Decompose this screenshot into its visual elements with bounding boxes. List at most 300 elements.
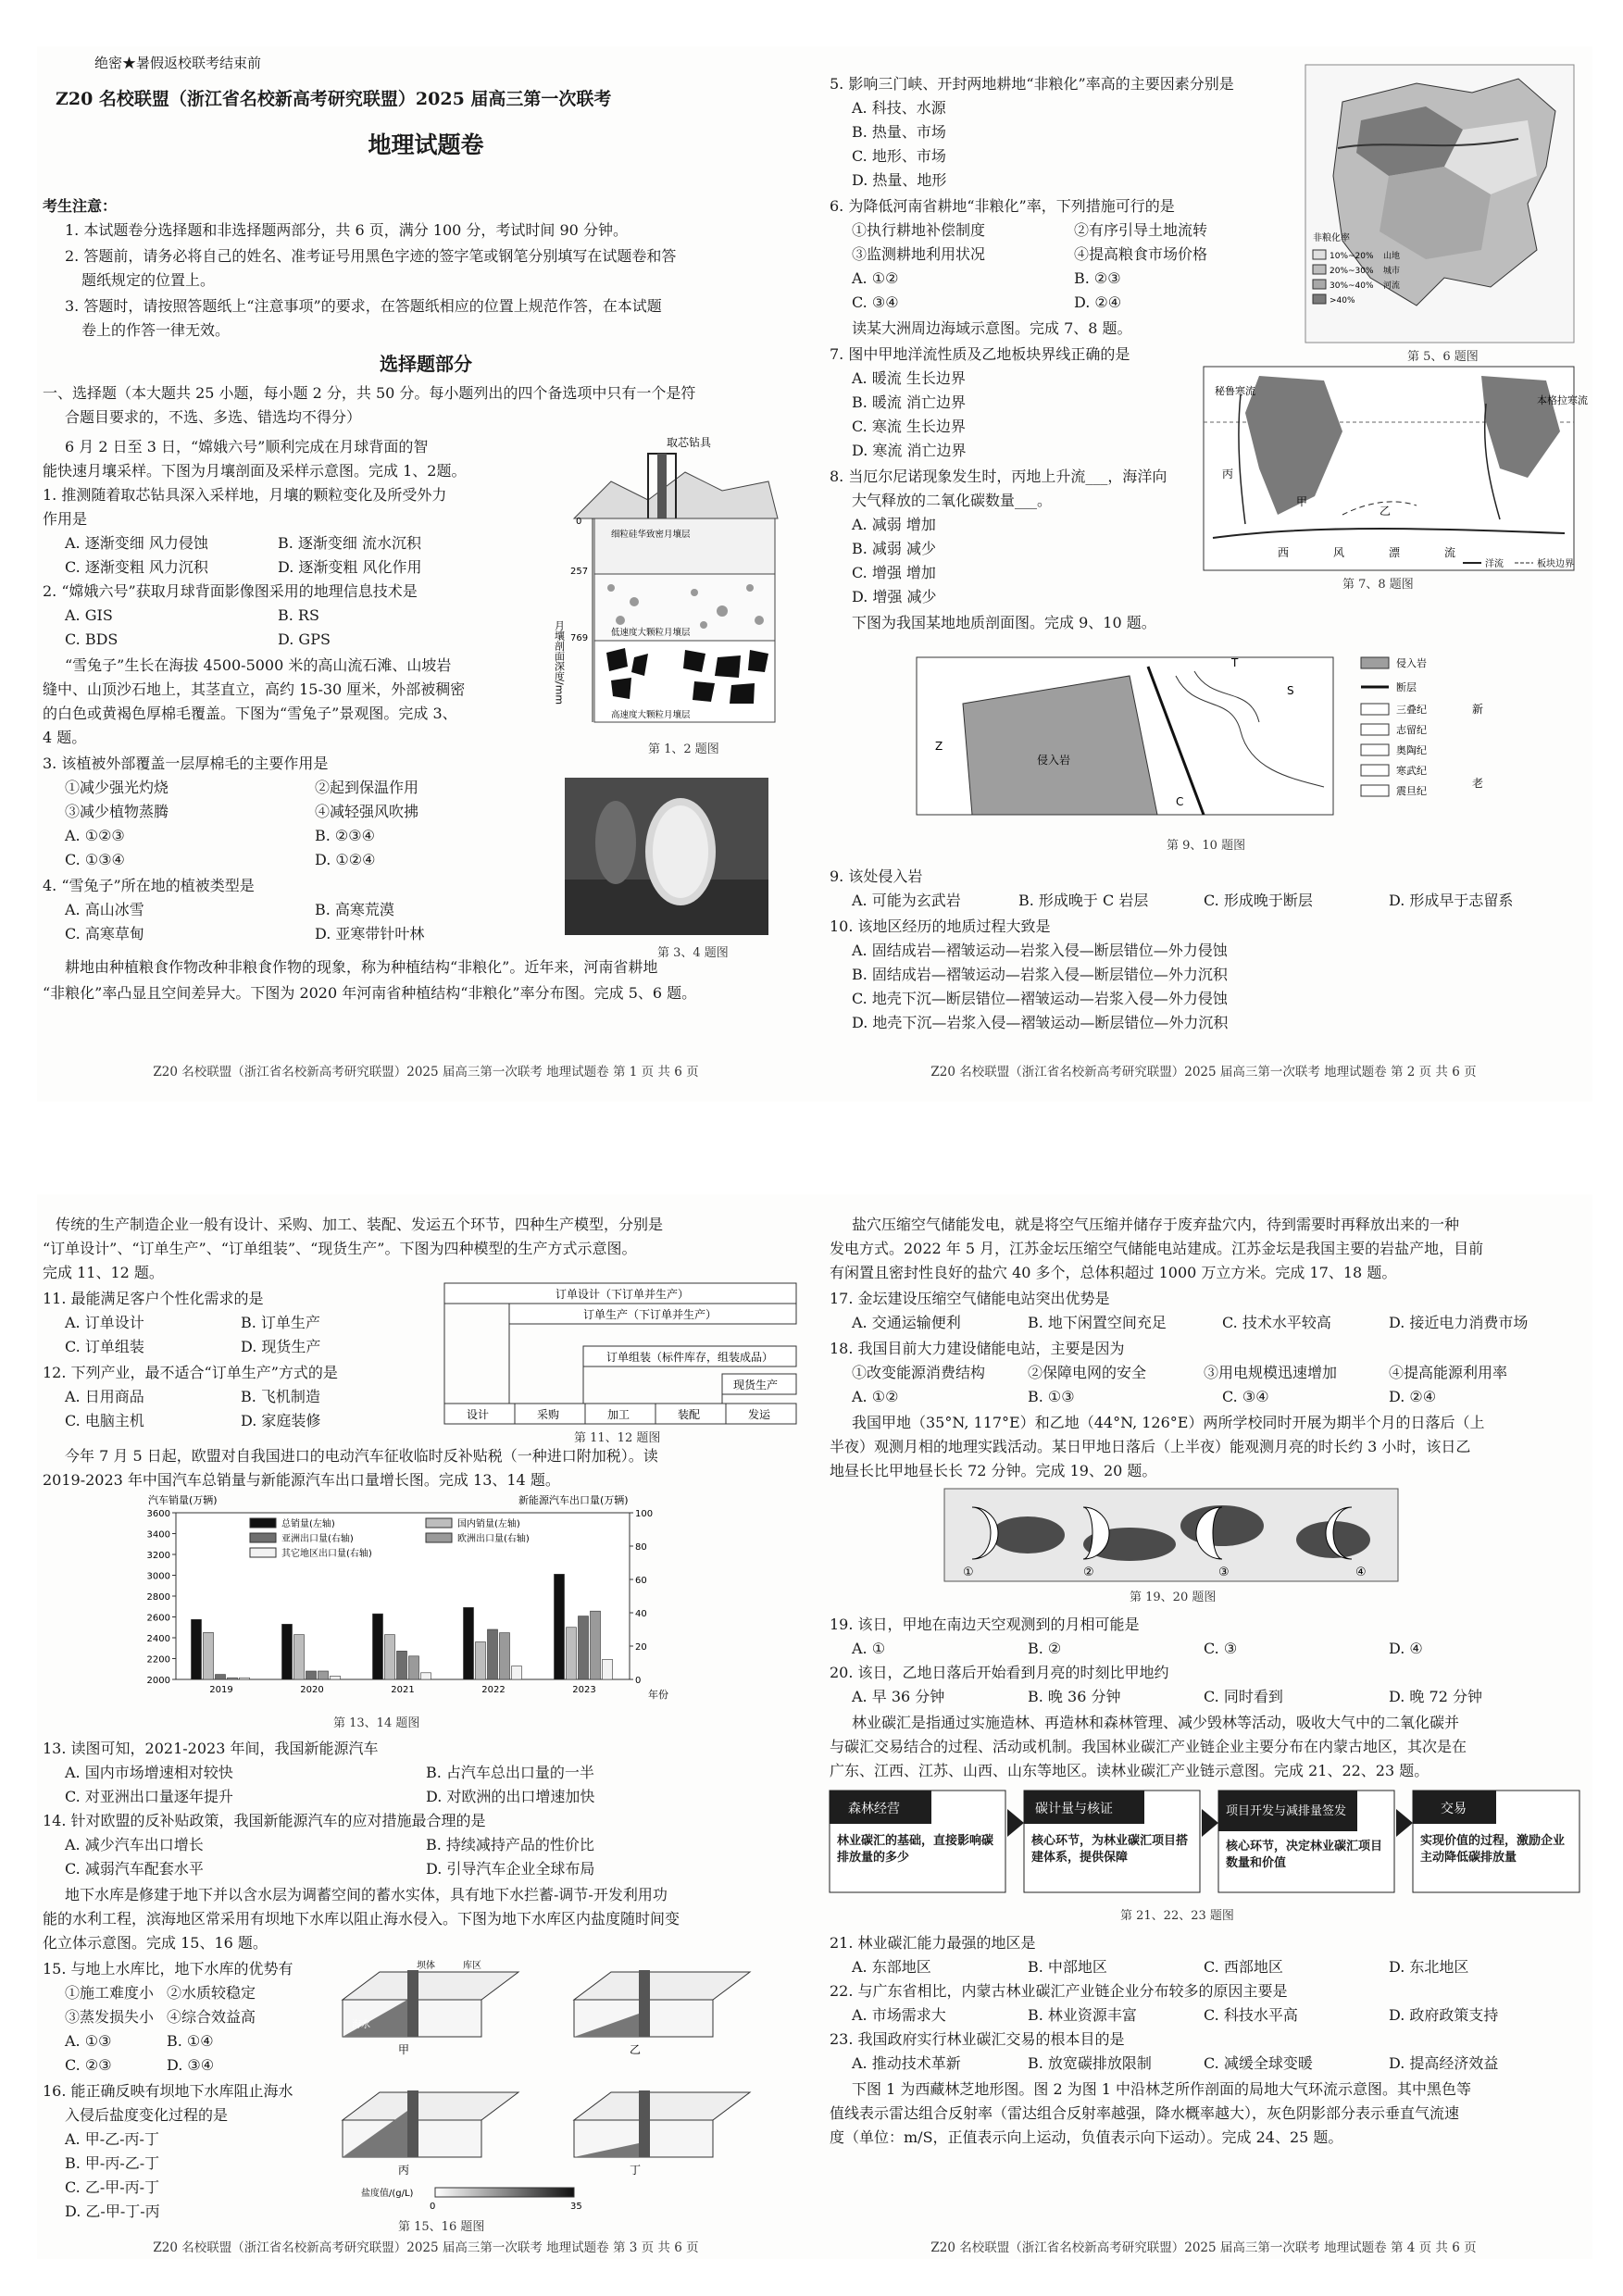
chain-title: 项目开发与减排量签发: [1226, 1804, 1347, 1818]
y-tick-label: 3400: [146, 1529, 170, 1541]
option: D. 亚寒带针叶林: [315, 925, 425, 942]
option: B. 暖流 消亡边界: [852, 393, 967, 411]
option: D. ④: [1389, 1640, 1423, 1657]
note-line: 题纸规定的位置上。: [81, 271, 216, 289]
legend-swatch: [250, 1548, 276, 1557]
chain-arrow-icon: [1396, 1809, 1413, 1837]
block-name: 丁: [630, 2164, 642, 2177]
legend-swatch: [1361, 724, 1389, 735]
caption-9-10: 第 9、10 题图: [1167, 839, 1246, 853]
option: C. 同时看到: [1204, 1688, 1283, 1705]
stem-line: 4 题。: [43, 729, 87, 746]
snow-rabbit-photo: [565, 778, 768, 935]
option: A. 逐渐变细 风力侵蚀: [65, 534, 208, 552]
stem-line: 林业碳汇是指通过实施造林、再造林和森林管理、减少毁林等活动，吸收大气中的二氧化碳并: [852, 1714, 1460, 1731]
exam-subtitle: 地理试题卷: [368, 131, 484, 158]
option: B. ②③: [1074, 269, 1121, 287]
option: ④提高粮食市场价格: [1074, 245, 1208, 263]
drill-label: 取芯钻具: [667, 436, 712, 449]
y2-tick-label: 80: [635, 1542, 647, 1553]
question-7: 7. 图中甲地洋流性质及乙地板块界线正确的是: [830, 345, 1130, 363]
legend-swatch: [1361, 657, 1389, 668]
bar: [500, 1633, 510, 1679]
option: ②有序引导土地流转: [1074, 221, 1208, 239]
bar: [318, 1671, 329, 1679]
option: C. 乙-甲-丙-丁: [65, 2178, 160, 2196]
option: A. 甲-乙-丙-丁: [65, 2130, 159, 2148]
ocean-label: 风: [1333, 546, 1345, 559]
block-name: 丙: [398, 2164, 410, 2177]
chain-arrow-icon: [1202, 1809, 1218, 1837]
option: A. 东部地区: [852, 1958, 931, 1976]
option: D. 热量、地形: [852, 171, 947, 189]
y-tick-label: 3600: [146, 1509, 170, 1519]
option: D. 地壳下沉—岩浆入侵—褶皱运动—断层错位—外力沉积: [852, 1014, 1229, 1031]
bar: [567, 1628, 577, 1679]
caption-15-16: 第 15、16 题图: [398, 2220, 485, 2234]
bar: [216, 1675, 226, 1679]
stem-line: 2019-2023 年中国汽车总销量与新能源汽车出口量增长图。完成 13、14 题。: [43, 1471, 560, 1489]
step-label: 装配: [678, 1408, 701, 1421]
bar: [192, 1619, 202, 1679]
option: B. 订单生产: [241, 1314, 320, 1331]
option: D. 寒流 消亡边界: [852, 442, 967, 459]
option: D. 现货生产: [241, 1338, 321, 1355]
legend-label: 奥陶纪: [1396, 744, 1427, 756]
question-13: 13. 读图可知，2021-2023 年间，我国新能源汽车: [43, 1740, 379, 1757]
option: B. ②: [1028, 1640, 1062, 1657]
row-label: 订单生产（下订单并生产）: [583, 1308, 718, 1321]
exam-title: Z20 名校联盟（浙江省名校新高考研究联盟）2025 届高三第一次联考: [56, 89, 612, 109]
option: D. 增强 减少: [852, 588, 937, 605]
tick-label: 0: [576, 517, 582, 527]
reservoir-block-jia: [343, 1959, 518, 2056]
y2-tick-label: 60: [635, 1576, 647, 1586]
bar: [464, 1607, 474, 1679]
stem-line: 度（单位：m/S，正值表示向上运动，负值表示向下运动）。完成 24、25 题。: [830, 2128, 1343, 2146]
bar: [294, 1635, 305, 1679]
option: B. 逐渐变细 流水沉积: [278, 534, 422, 552]
rock-code: C: [1176, 795, 1184, 808]
step-label: 发运: [748, 1408, 771, 1421]
ocean-label: 流: [1444, 546, 1456, 559]
legend-label: 30%~40%: [1330, 281, 1374, 291]
legend-swatch: [1361, 765, 1389, 776]
caption-7-8: 第 7、8 题图: [1342, 578, 1414, 592]
legend-label: 震旦纪: [1396, 785, 1427, 797]
option: C. 减缓全球变暖: [1204, 2054, 1313, 2072]
option: C. 地壳下沉—断层错位—褶皱运动—岩浆入侵—外力侵蚀: [852, 990, 1228, 1007]
intrusion-label: 侵入岩: [1037, 754, 1071, 767]
ocean-label: 本格拉寒流: [1537, 394, 1588, 406]
y-tick-label: 2200: [146, 1654, 170, 1666]
caption-21-23: 第 21、22、23 题图: [1120, 1909, 1234, 1923]
option: C. 减弱汽车配套水平: [65, 1860, 204, 1878]
option: ②保障电网的安全: [1028, 1364, 1147, 1381]
rock-code: T: [1231, 656, 1239, 669]
bar: [331, 1676, 341, 1679]
stem-line: 有闲置且密封性良好的盐穴 40 多个，总体积超过 1000 万立方米。完成 17、18 题。: [830, 1264, 1397, 1281]
option: A. ①②③: [65, 827, 125, 844]
y-tick-label: 2000: [146, 1676, 170, 1686]
legend-label: 城市: [1383, 267, 1401, 276]
caption-19-20: 第 19、20 题图: [1130, 1591, 1217, 1604]
plant-left: [595, 801, 636, 884]
reservoir-block-bing: [343, 2090, 518, 2177]
legend-label: 欧洲出口量(右轴): [457, 1534, 530, 1544]
option: D. 引导汽车企业全球布局: [426, 1860, 595, 1878]
legend-label: 亚洲出口量(右轴): [281, 1534, 354, 1544]
sea-label: 海水: [352, 2020, 370, 2030]
question-1: 1. 推测随着取芯钻具深入采样地，月壤的颗粒变化及所受外力: [43, 486, 447, 504]
bar: [488, 1629, 498, 1679]
phase-mark: ④: [1355, 1566, 1367, 1579]
stem-line: 化立体示意图。完成 15、16 题。: [43, 1934, 268, 1952]
option: C. BDS: [65, 630, 119, 648]
chain-title: 交易: [1441, 1802, 1467, 1816]
option: A. 高山冰雪: [65, 901, 144, 918]
option: A. ①: [852, 1640, 886, 1657]
legend-label: >40%: [1330, 296, 1355, 306]
tick-label: 257: [570, 567, 589, 577]
option: ③减少植物蒸腾: [65, 803, 169, 820]
legend-label: 洋流: [1485, 559, 1504, 569]
reservoir-block-ding: [574, 2090, 750, 2177]
option: A. 可能为玄武岩: [852, 892, 961, 909]
option: ②水质较稳定: [167, 1984, 256, 2002]
chain-title: 碳计量与核证: [1035, 1802, 1113, 1816]
legend-label: 三叠纪: [1396, 704, 1427, 716]
caption-1-2: 第 1、2 题图: [648, 742, 719, 756]
layer-label: 细粒硅华致密月壤层: [611, 530, 691, 540]
x-tick-label: 2022: [481, 1685, 506, 1695]
question-8: 8. 当厄尔尼诺现象发生时，丙地上升流___，海洋向: [830, 468, 1167, 485]
stem-line: 缝中、山顶沙石地上，其茎直立，高约 15-30 厘米，外部被稠密: [43, 680, 466, 698]
bar: [591, 1611, 601, 1679]
question-21: 21. 林业碳汇能力最强的地区是: [830, 1934, 1036, 1952]
question-19: 19. 该日，甲地在南边天空观测到的月相可能是: [830, 1616, 1140, 1633]
note-line: 卷上的作答一律无效。: [81, 321, 231, 339]
stem-line: 盐穴压缩空气储能发电，就是将空气压缩并储存于废弃盐穴内，待到需要时再释放出来的一种: [852, 1216, 1460, 1233]
option: B. 中部地区: [1028, 1958, 1107, 1976]
ocean-label: 秘鲁寒流: [1215, 385, 1255, 397]
question-10: 10. 该地区经历的地质过程大致是: [830, 917, 1051, 935]
option: B. 地下闲置空间充足: [1028, 1314, 1167, 1331]
option: ③监测耕地利用状况: [852, 245, 986, 263]
block-name: 甲: [398, 2043, 410, 2056]
bar: [476, 1642, 486, 1680]
option: C. ②③: [65, 2056, 112, 2074]
y2-tick-label: 100: [635, 1509, 654, 1519]
era-label: 老: [1472, 777, 1484, 790]
stem-line: 6 月 2 日至 3 日，“嫦娥六号”顺利完成在月球背面的智: [65, 438, 429, 455]
option: ④综合效益高: [167, 2008, 256, 2026]
question-9: 9. 该处侵入岩: [830, 867, 923, 885]
legend-swatch: [1361, 744, 1389, 755]
y2-tick-label: 0: [635, 1676, 642, 1686]
option: ①改变能源消费结构: [852, 1364, 986, 1381]
x-tick-label: 2023: [572, 1685, 596, 1695]
option: B. 占汽车总出口量的一半: [426, 1764, 594, 1781]
option: B. 热量、市场: [852, 123, 946, 141]
option: D. 东北地区: [1389, 1958, 1469, 1976]
caption-5-6: 第 5、6 题图: [1407, 350, 1479, 364]
production-model-diagram: [444, 1283, 805, 1441]
option: A. 早 36 分钟: [852, 1688, 945, 1705]
question-6: 6. 为降低河南省耕地“非粮化”率，下列措施可行的是: [830, 197, 1175, 215]
option: C. 对亚洲出口量逐年提升: [65, 1788, 233, 1805]
option: D. ②④: [1389, 1388, 1437, 1405]
option: C. 西部地区: [1204, 1958, 1283, 1976]
rock-code: Z: [935, 740, 943, 753]
salinity-label: 盐度值/(g/L): [361, 2189, 414, 2199]
stem-line: 能快速月壤采样。下图为月壤剖面及采样示意图。完成 1、2题。: [43, 462, 467, 480]
legend-label: 20%~30%: [1330, 267, 1374, 276]
stem-line: 下图 1 为西藏林芝地形图。图 2 为图 1 中沿林芝所作剖面的局地大气环流示意图。其中黑色等: [852, 2080, 1472, 2098]
question-11: 11. 最能满足客户个性化需求的是: [43, 1290, 264, 1307]
layer-label: 低速度大颗粒月壤层: [611, 628, 691, 638]
stem-line: 我国甲地（35°N, 117°E）和乙地（44°N, 126°E）两所学校同时开展为期半个月的日落后（上: [852, 1414, 1485, 1431]
bar: [385, 1635, 395, 1679]
legend-label: 总销量(左轴): [281, 1519, 335, 1529]
option: C. ①③④: [65, 851, 125, 868]
section-title: 选择题部分: [380, 353, 472, 375]
row-label: 订单设计（下订单并生产）: [556, 1288, 690, 1301]
carbon-chain-diagram: [830, 1791, 1579, 1902]
option: D. ①②④: [315, 851, 376, 868]
option: ①执行耕地补偿制度: [852, 221, 986, 239]
option: D. 形成早于志留系: [1389, 892, 1514, 909]
caption-3-4: 第 3、4 题图: [657, 946, 729, 960]
question-16: 入侵后盐度变化过程的是: [65, 2106, 229, 2124]
question-17: 17. 金坛建设压缩空气储能电站突出优势是: [830, 1290, 1110, 1307]
phase-mark: ①: [963, 1566, 974, 1579]
option: C. 增强 增加: [852, 564, 936, 581]
legend-swatch: [1361, 704, 1389, 715]
option: D. 家庭装修: [241, 1412, 321, 1429]
stem-line: 完成 11、12 题。: [43, 1264, 164, 1281]
geology-legend: [1361, 656, 1483, 797]
henan-map: [1305, 65, 1574, 343]
car-sales-chart: [130, 1494, 722, 1707]
y2-axis-label: 新能源汽车出口量(万辆): [518, 1494, 629, 1506]
x-tick-label: 2019: [209, 1685, 233, 1695]
option: D. 乙-甲-丁-丙: [65, 2202, 160, 2220]
legend-label: 河流: [1383, 281, 1401, 291]
chain-text: 核心环节，为林业碳汇项目搭建体系，提供保障: [1031, 1834, 1189, 1865]
moon-phase-figure: [944, 1489, 1398, 1581]
question-22: 22. 与广东省相比，内蒙古林业碳汇产业链企业分布较多的原因主要是: [830, 1982, 1288, 2000]
question-18: 18. 我国目前大力建设储能电站，主要是因为: [830, 1340, 1125, 1357]
chain-text: 实现价值的过程，激励企业主动降低碳排放量: [1420, 1834, 1566, 1865]
option: ③用电规模迅速增加: [1204, 1364, 1338, 1381]
chain-text: 核心环节，决定林业碳汇项目数量和价值: [1226, 1840, 1383, 1870]
page-2: [815, 46, 1592, 1102]
bar: [579, 1616, 589, 1679]
stem-line: “订单设计”、“订单生产”、“订单组装”、“现货生产”。下图为四种模型的生产方式示意图。: [43, 1240, 637, 1257]
question-16: 16. 能正确反映有坝地下水库阻止海水: [43, 2082, 293, 2100]
question-12: 12. 下列产业，最不适合“订单生产”方式的是: [43, 1364, 338, 1381]
underground-reservoir-figure: [333, 1963, 796, 2213]
bar: [228, 1678, 238, 1679]
option: A. 固结成岩—褶皱运动—岩浆入侵—断层错位—外力侵蚀: [852, 942, 1228, 959]
stem-line: 与碳汇交易结合的过程、活动或机制。我国林业碳汇产业链企业主要分布在内蒙古地区，其次是在: [830, 1738, 1467, 1755]
bar: [603, 1659, 613, 1679]
option: B. 持续减持产品的性价比: [426, 1836, 594, 1853]
option: D. 晚 72 分钟: [1389, 1688, 1482, 1705]
dam-label: 坝体: [417, 1961, 435, 1971]
option: D. GPS: [278, 630, 331, 648]
bar: [373, 1614, 383, 1679]
stem-line: 值线表示雷达组合反射率（雷达组合反射率越强，降水概率越大），灰色阴影部分表示垂直气流速: [830, 2104, 1460, 2122]
legend-swatch: [1313, 294, 1326, 304]
chart-marks: [147, 1509, 654, 1695]
option: A. 减少汽车出口增长: [65, 1836, 204, 1853]
legend-swatch: [1313, 265, 1326, 274]
bar: [555, 1574, 565, 1679]
option: B. ①④: [167, 2032, 214, 2050]
question-8: 大气释放的二氧化碳数量___。: [852, 492, 1053, 509]
option: C. ③④: [852, 293, 899, 311]
ocean-label: 丙: [1222, 468, 1234, 480]
option: D. 逐渐变粗 风化作用: [278, 558, 422, 576]
option: A. 科技、水源: [852, 99, 946, 117]
page-4: [815, 1194, 1592, 2259]
page-footer: Z20 名校联盟（浙江省名校新高考研究联盟）2025 届高三第一次联考 地理试题卷 第 3 页 共 6 页: [153, 2240, 699, 2255]
row-label: 现货生产: [733, 1379, 779, 1391]
option: A. 国内市场增速相对较快: [65, 1764, 233, 1781]
option: ①施工难度小: [65, 1984, 155, 2002]
legend-label: 板块边界: [1537, 559, 1574, 569]
page-footer: Z20 名校联盟（浙江省名校新高考研究联盟）2025 届高三第一次联考 地理试题卷 第 1 页 共 6 页: [153, 1065, 699, 1079]
page-footer: Z20 名校联盟（浙江省名校新高考研究联盟）2025 届高三第一次联考 地理试题卷 第 2 页 共 6 页: [930, 1065, 1477, 1079]
option: B. 飞机制造: [241, 1388, 320, 1405]
option: ④提高能源利用率: [1389, 1364, 1508, 1381]
stem-line: 地昼长比甲地昼长长 72 分钟。完成 19、20 题。: [830, 1462, 1157, 1479]
legend-swatch: [1313, 280, 1326, 289]
bar: [421, 1673, 431, 1679]
option: C. 寒流 生长边界: [852, 418, 966, 435]
layer-fine: [594, 518, 775, 574]
legend-label: 国内销量(左轴): [457, 1519, 520, 1529]
stem-line: 传统的生产制造企业一般有设计、采购、加工、装配、发运五个环节，四种生产模型，分别是: [56, 1216, 664, 1233]
phase-mark: ③: [1218, 1566, 1230, 1579]
layer-label: 高速度大颗粒月壤层: [611, 710, 691, 720]
option: A. 市场需求大: [852, 2006, 946, 2024]
stem-line: 广东、江西、江苏、山西、山东等地区。读林业碳汇产业链示意图。完成 21、22、23 题。: [830, 1762, 1429, 1779]
option: D. 政府政策支持: [1389, 2006, 1499, 2024]
option: C. 高寒草甸: [65, 925, 144, 942]
ocean-label: 乙: [1380, 505, 1392, 518]
legend-label: 寒武纪: [1396, 765, 1427, 777]
page-1: [37, 46, 815, 1102]
option: C. ③: [1204, 1640, 1238, 1657]
note-line: 1. 本试题卷分选择题和非选择题两部分，共 6 页，满分 100 分，考试时间 90 分钟。: [65, 221, 628, 239]
stem-line: 今年 7 月 5 日起，欧盟对自我国进口的电动汽车征收临时反补贴税（一种进口附加税）。读: [65, 1447, 658, 1465]
area-label: 库区: [463, 1961, 481, 1971]
question-23: 23. 我国政府实行林业碳汇交易的根本目的是: [830, 2030, 1125, 2048]
stem-line: 发电方式。2022 年 5 月，江苏金坛压缩空气储能电站建成。江苏金坛是我国主要的岩盐产地，目前: [830, 1240, 1484, 1257]
question-5: 5. 影响三门峡、开封两地耕地“非粮化”率高的主要因素分别是: [830, 75, 1234, 93]
option: ③蒸发损失小: [65, 2008, 155, 2026]
ocean-label: 漂: [1389, 546, 1401, 559]
option: D. 提高经济效益: [1389, 2054, 1499, 2072]
bar: [240, 1678, 250, 1679]
page-footer: Z20 名校联盟（浙江省名校新高考研究联盟）2025 届高三第一次联考 地理试题卷 第 4 页 共 6 页: [930, 2240, 1477, 2255]
block-name: 乙: [630, 2043, 642, 2056]
legend-swatch: [1361, 785, 1389, 796]
option: A. 日用商品: [65, 1388, 144, 1405]
era-label: 新: [1472, 703, 1484, 716]
option: A. 订单设计: [65, 1314, 144, 1331]
bar: [204, 1632, 214, 1679]
legend-title: 非粮化率: [1313, 233, 1350, 243]
option: A. ①②: [852, 1388, 899, 1405]
y-tick-label: 2800: [146, 1592, 170, 1603]
option: D. ②④: [1074, 293, 1122, 311]
y-tick-label: 3200: [146, 1551, 170, 1561]
chain-title: 森林经营: [848, 1802, 900, 1816]
option: C. 形成晚于断层: [1204, 892, 1313, 909]
option: ②起到保温作用: [315, 779, 419, 796]
step-label: 设计: [467, 1408, 490, 1421]
phase-mark: ②: [1083, 1566, 1094, 1579]
note-line: 3. 答题时，请按照答题纸上“注意事项”的要求，在答题纸相应的位置上规范作答，在本试题: [65, 297, 662, 315]
legend-label: 其它地区出口量(右轴): [281, 1549, 372, 1559]
legend-swatch: [250, 1518, 276, 1528]
lunar-soil-figure: [553, 435, 787, 731]
option: C. 电脑主机: [65, 1412, 144, 1429]
part-intro: 合题目要求的，不选、多选、错选均不得分）: [65, 408, 362, 426]
bar: [282, 1624, 293, 1679]
notice-head: 考生注意：: [43, 197, 118, 215]
option: C. 地形、市场: [852, 147, 946, 165]
option: ①减少强光灼烧: [65, 779, 169, 796]
x-tick-label: 2021: [391, 1685, 415, 1695]
chain-arrow-icon: [1007, 1809, 1024, 1837]
option: B. ①③: [1028, 1388, 1075, 1405]
question-15: 15. 与地上水库比，地下水库的优势有: [43, 1960, 293, 1978]
note-line: 2. 答题前，请务必将自己的姓名、准考证号用黑色字迹的签字笔或钢笔分别填写在试题卷和答: [65, 247, 677, 265]
ocean-map: [1204, 367, 1588, 570]
option: A. ①②: [852, 269, 899, 287]
axis-label: 月壤剖面深度/mm: [553, 620, 566, 705]
option: D. ③④: [167, 2056, 215, 2074]
option: A. ①③: [65, 2032, 112, 2050]
y2-tick-label: 40: [635, 1609, 647, 1619]
option: C. 订单组装: [65, 1338, 144, 1355]
option: B. 晚 36 分钟: [1028, 1688, 1121, 1705]
option: D. 对欧洲的出口增速加快: [426, 1788, 595, 1805]
option: A. GIS: [65, 606, 113, 624]
legend-label: 10%~20%: [1330, 252, 1374, 261]
option: C. ③④: [1222, 1388, 1269, 1405]
option: B. ②③④: [315, 827, 375, 844]
stem-line: 下图为我国某地地质剖面图。完成 9、10 题。: [852, 614, 1156, 631]
y-tick-label: 2400: [146, 1634, 170, 1644]
x-axis-label: 年份: [648, 1689, 668, 1701]
option: ④减轻强风吹拂: [315, 803, 419, 820]
stem-line: 读某大洲周边海域示意图。完成 7、8 题。: [852, 319, 1132, 337]
bar: [306, 1671, 317, 1679]
stem-line: 能的水利工程，滨海地区常采用有坝地下水库以阻止海水侵入。下图为地下水库区内盐度随时间变: [43, 1910, 680, 1928]
legend-label: 侵入岩: [1396, 657, 1427, 669]
part-intro: 一、选择题（本大题共 25 小题，每小题 2 分，共 50 分。每小题列出的四个备选项中只有一个是符: [43, 384, 696, 402]
option: B. 形成晚于 C 岩层: [1018, 892, 1149, 909]
y-tick-label: 3000: [146, 1571, 170, 1582]
caption-11-12: 第 11、12 题图: [574, 1431, 661, 1445]
tick-label: 769: [570, 633, 589, 643]
